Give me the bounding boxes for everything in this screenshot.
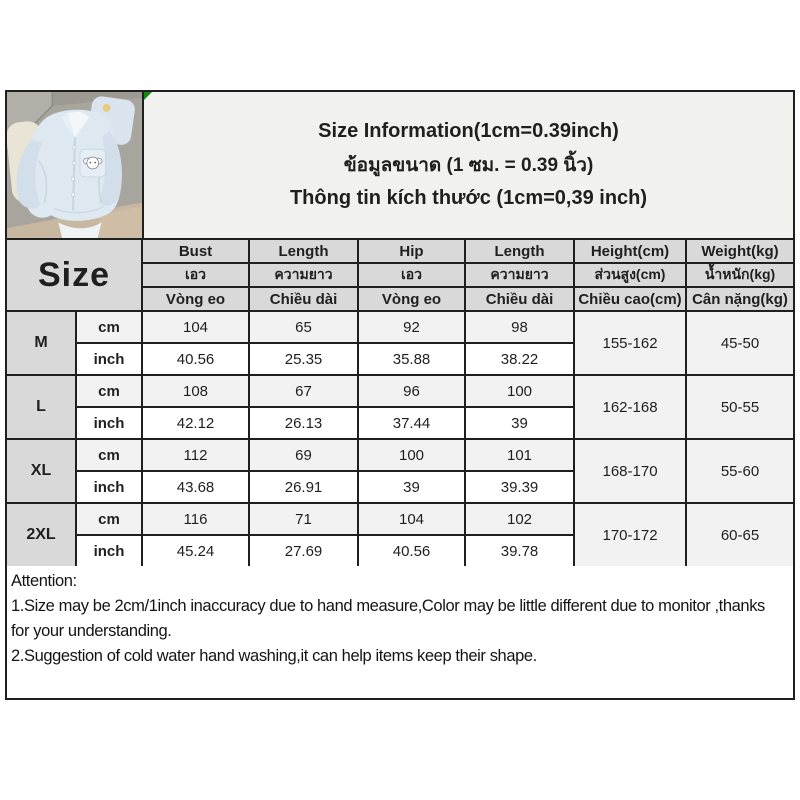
table-row-l-cm — [7, 375, 793, 407]
attention-item-1: 1.Size may be 2cm/1inch inaccuracy due to hand measure,Color may be little different due to monitor ,thanks for your understanding. — [11, 597, 765, 640]
col-header-height-vi: Chiều cao(cm) — [574, 287, 686, 311]
value-cell: 67 — [249, 375, 358, 407]
product-photo-image — [7, 92, 142, 238]
col-header-weight-vi: Cân nặng(kg) — [686, 287, 793, 311]
col-header-height: Height(cm) — [574, 240, 686, 263]
size-name-cell: L — [7, 375, 76, 439]
col-header-hip: Hip — [358, 240, 465, 263]
height-range-cell: 162-168 — [574, 375, 686, 439]
attention-note — [7, 566, 793, 698]
value-cell: 40.56 — [142, 343, 249, 375]
value-cell: 100 — [358, 439, 465, 471]
value-cell: 65 — [249, 311, 358, 343]
title-thai: ข้อมูลขนาด (1 ซม. = 0.39 นิ้ว) — [343, 155, 594, 176]
weight-range-cell: 55-60 — [686, 439, 793, 503]
value-cell: 112 — [142, 439, 249, 471]
value-cell: 96 — [358, 375, 465, 407]
header-row-english — [7, 240, 793, 263]
value-cell: 45.24 — [142, 535, 249, 566]
value-cell: 98 — [465, 311, 574, 343]
value-cell: 35.88 — [358, 343, 465, 375]
weight-range-cell: 60-65 — [686, 503, 793, 566]
value-cell: 43.68 — [142, 471, 249, 503]
size-name-cell: XL — [7, 439, 76, 503]
value-cell: 39.39 — [465, 471, 574, 503]
size-table — [7, 240, 793, 566]
value-cell: 40.56 — [358, 535, 465, 566]
value-cell: 26.91 — [249, 471, 358, 503]
value-cell: 69 — [249, 439, 358, 471]
col-header-bust: Bust — [142, 240, 249, 263]
value-cell: 38.22 — [465, 343, 574, 375]
size-name-cell: M — [7, 311, 76, 375]
attention-heading: Attention: — [11, 572, 77, 590]
table-row-m-cm — [7, 311, 793, 343]
unit-cell: cm — [76, 503, 142, 535]
height-range-cell: 168-170 — [574, 439, 686, 503]
weight-range-cell: 45-50 — [686, 311, 793, 375]
col-header-length: Length — [249, 240, 358, 263]
col-header-length-vi: Chiều dài — [249, 287, 358, 311]
col-header-bust-vi: Vòng eo — [142, 287, 249, 311]
col-header-bust-th: เอว — [142, 263, 249, 287]
col-header-length-th: ความยาว — [249, 263, 358, 287]
col-header-weight: Weight(kg) — [686, 240, 793, 263]
title-english: Size Information(1cm=0.39inch) — [318, 120, 619, 142]
table-row-xl-cm — [7, 439, 793, 471]
value-cell: 104 — [142, 311, 249, 343]
value-cell: 37.44 — [358, 407, 465, 439]
col-header-hip-th: เอว — [358, 263, 465, 287]
value-cell: 102 — [465, 503, 574, 535]
title-block — [144, 92, 793, 238]
unit-cell: inch — [76, 343, 142, 375]
value-cell: 42.12 — [142, 407, 249, 439]
value-cell: 39.78 — [465, 535, 574, 566]
value-cell: 25.35 — [249, 343, 358, 375]
value-cell: 100 — [465, 375, 574, 407]
weight-range-cell: 50-55 — [686, 375, 793, 439]
height-range-cell: 170-172 — [574, 503, 686, 566]
size-header-cell: Size — [7, 240, 142, 311]
unit-cell: inch — [76, 535, 142, 566]
col-header-length2: Length — [465, 240, 574, 263]
value-cell: 39 — [465, 407, 574, 439]
header-section — [7, 92, 793, 240]
unit-cell: cm — [76, 375, 142, 407]
value-cell: 71 — [249, 503, 358, 535]
cell-marker-triangle-icon — [144, 92, 152, 100]
value-cell: 27.69 — [249, 535, 358, 566]
title-vietnamese: Thông tin kích thước (1cm=0,39 inch) — [289, 187, 648, 209]
table-row-2xl-cm — [7, 503, 793, 535]
col-header-height-th: ส่วนสูง(cm) — [574, 263, 686, 287]
unit-cell: inch — [76, 407, 142, 439]
size-name-cell: 2XL — [7, 503, 76, 566]
value-cell: 39 — [358, 471, 465, 503]
product-photo — [7, 92, 144, 238]
value-cell: 92 — [358, 311, 465, 343]
value-cell: 101 — [465, 439, 574, 471]
col-header-weight-th: น้ำหนัก(kg) — [686, 263, 793, 287]
col-header-length2-vi: Chiều dài — [465, 287, 574, 311]
attention-item-2: 2.Suggestion of cold water hand washing,it can help items keep their shape. — [11, 647, 537, 665]
size-chart-sheet — [5, 90, 795, 700]
col-header-length2-th: ความยาว — [465, 263, 574, 287]
unit-cell: cm — [76, 439, 142, 471]
value-cell: 116 — [142, 503, 249, 535]
col-header-hip-vi: Vòng eo — [358, 287, 465, 311]
unit-cell: cm — [76, 311, 142, 343]
value-cell: 108 — [142, 375, 249, 407]
value-cell: 104 — [358, 503, 465, 535]
value-cell: 26.13 — [249, 407, 358, 439]
height-range-cell: 155-162 — [574, 311, 686, 375]
unit-cell: inch — [76, 471, 142, 503]
